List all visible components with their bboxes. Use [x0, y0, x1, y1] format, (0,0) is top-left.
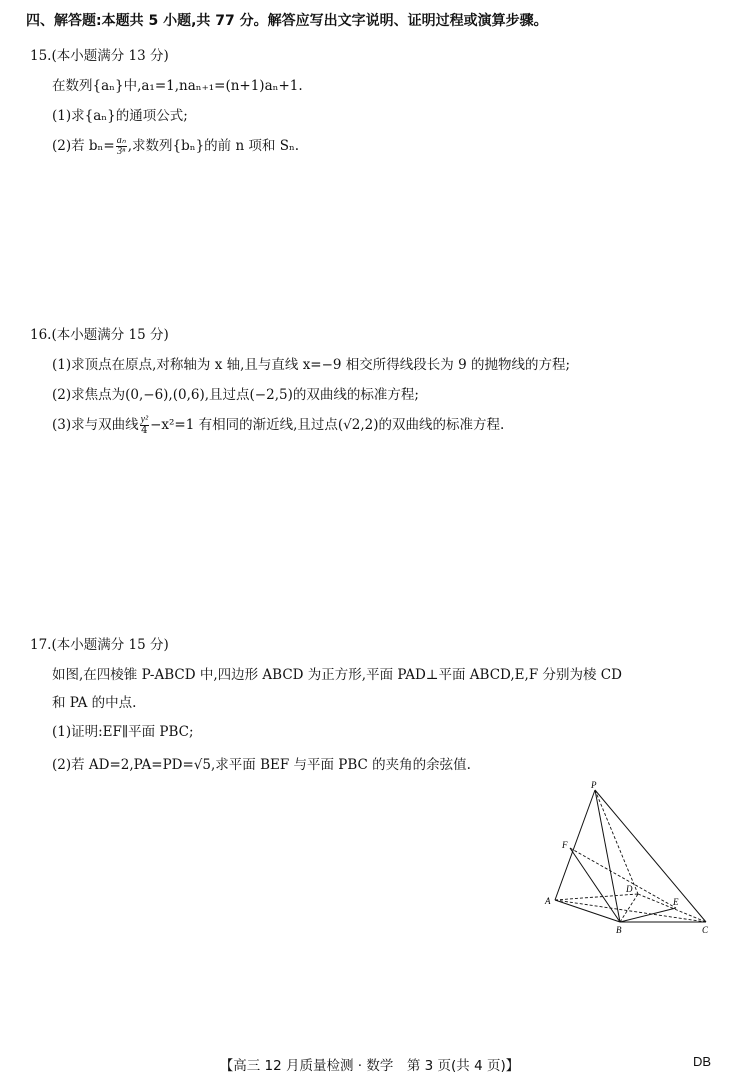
edge-PA [555, 790, 595, 900]
q16-part3-prefix: (3)求与双曲线 [52, 417, 139, 433]
q16-header: 16.(本小题满分 15 分) [30, 327, 169, 343]
q16-part3 [52, 413, 504, 436]
q16-part3-suffix: −x²=1 有相同的渐近线,且过点(√2,2)的双曲线的标准方程. [150, 417, 505, 433]
q15-part2-suffix: ,求数列{bₙ}的前 n 项和 Sₙ. [127, 138, 300, 154]
q17-part2: (2)若 AD=2,PA=PD=√5,求平面 BEF 与平面 PBC 的夹角的余弦值. [52, 757, 471, 773]
q15-frac-den: 3ⁿ [117, 146, 126, 157]
edge-AB [555, 900, 620, 922]
q16-fraction [140, 415, 149, 436]
q15-part2-prefix: (2)若 bₙ= [52, 138, 115, 154]
page-footer: 【高三 12 月质量检测 · 数学 第 3 页(共 4 页)】 [219, 1058, 520, 1074]
q17-stem-line1: 如图,在四棱锥 P-ABCD 中,四边形 ABCD 为正方形,平面 PAD⊥平面 ABCD,E,F 分别为棱 CD [52, 667, 622, 683]
edge-PB [595, 790, 620, 922]
footer-code: DB [692, 1054, 711, 1069]
edge-PD-hidden [595, 790, 638, 894]
q17-part1: (1)证明:EF∥平面 PBC; [52, 724, 194, 740]
edge-AD-hidden [555, 894, 638, 900]
diagonal-AC-hidden [555, 900, 706, 922]
label-P: P [591, 780, 597, 790]
edge-PC [595, 790, 706, 922]
q16-part2: (2)求焦点为(0,−6),(0,6),且过点(−2,5)的双曲线的标准方程; [52, 387, 419, 403]
section-title: 四、解答题:本题共 5 小题,共 77 分。解答应写出文字说明、证明过程或演算步骤。 [26, 13, 548, 29]
q15-header: 15.(本小题满分 13 分) [30, 48, 169, 64]
label-F: F [562, 840, 568, 850]
q17-header: 17.(本小题满分 15 分) [30, 637, 169, 653]
pyramid-figure [540, 778, 720, 938]
q15-fraction [116, 136, 127, 157]
label-D: D [626, 884, 633, 894]
q16-frac-den: 4 [141, 425, 148, 436]
q15-part1: (1)求{aₙ}的通项公式; [52, 108, 188, 124]
q15-stem: 在数列{aₙ}中,a₁=1,naₙ₊₁=(n+1)aₙ+1. [52, 78, 303, 94]
q17-stem-line2: 和 PA 的中点. [52, 695, 137, 711]
q16-part1: (1)求顶点在原点,对称轴为 x 轴,且与直线 x=−9 相交所得线段长为 9 的抛物线的方程; [52, 357, 571, 373]
label-E: E [673, 897, 679, 907]
label-B: B [616, 925, 622, 935]
q16-frac-num: y² [140, 414, 149, 425]
edge-DC-hidden [638, 894, 706, 922]
q15-frac-num: aₙ [116, 135, 126, 146]
label-C: C [702, 925, 709, 935]
label-A: A [545, 896, 551, 906]
segment-BE [620, 908, 676, 922]
q15-part2 [52, 134, 299, 157]
